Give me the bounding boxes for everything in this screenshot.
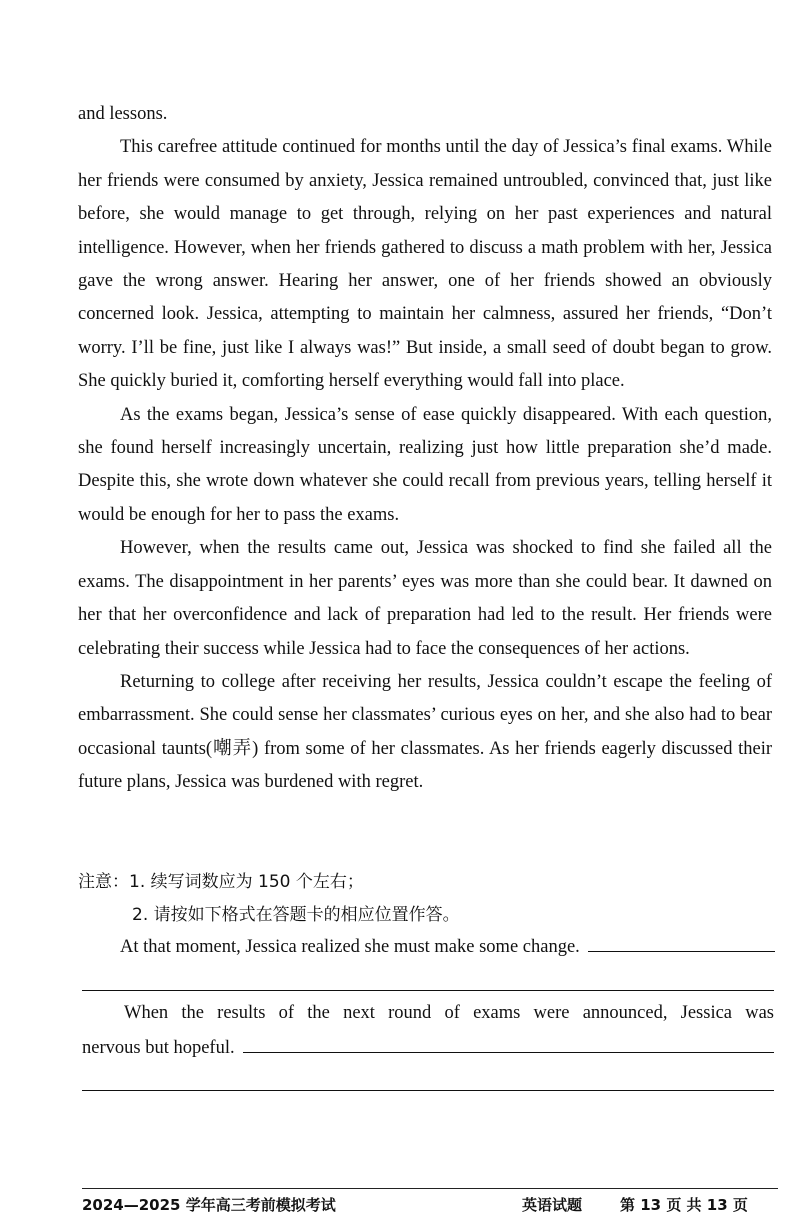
story-text [78,98,772,800]
prompt-2-text: When the results of the next round of exams were announced, Jessica was [124,1003,774,1023]
paragraph-final-exams: This carefree attitude continued for months until the day of Jessica’s final exams. While her friends were consumed by anxiety, Jessica remained untroubled, convinced that, just like before, she would manage to get through, relying on her past experiences and natural intelligence. However, when her friends gathered to discuss a math problem with her, Jessica gave the wrong answer. Hearing her answer, one of her friends showed an obviously concerned look. Jessica, attempting to maintain her calmness, assured her friends, “Don’t worry. I’ll be fine, just like I always was!” But inside, a small seed of doubt began to grow. She quickly buried it, comforting herself everything would fall into place. [78,137,772,392]
footer-exam-title: 2024—2025 学年高三考前模拟考试 [82,1196,336,1214]
paragraph-returning: Returning to college after receiving her results, Jessica couldn’t escape the feeling of embarrassment. She could sense her classmates’ curious eyes on her, and she also had to bear occasional taunts(嘲弄) from some of her classmates. As her friends eagerly discussed their future plans, Jessica was burdened with regret. [78,671,772,793]
note-line-format: 2. 请按如下格式在答题卡的相应位置作答。 [132,905,460,925]
prompt-2-line [82,1030,774,1065]
continuation-prompt-2 [82,997,774,1065]
answer-line-2[interactable] [82,1090,774,1091]
paragraph-results: However, when the results came out, Jessica was shocked to find she failed all the exams. The disappointment in her parents’ eyes was more than she could bear. It dawned on her that her overconfidence and lack of preparation had led to the result. Her friends were celebrating their success while Jessica had to face the consequences of her actions. [78,538,772,659]
prompt-2-text-end: nervous but hopeful. [82,1038,235,1058]
instructions-note [78,866,460,932]
continuation-prompt-1 [120,929,775,964]
footer-subject: 英语试题 [522,1196,583,1214]
answer-line-1[interactable] [82,990,774,991]
note-line-word-count: 注意：1. 续写词数应为 150 个左右； [78,872,364,892]
prompt-1-text: At that moment, Jessica realized she must make some change. [120,937,580,957]
footer-divider [82,1188,778,1189]
answer-blank-1[interactable] [588,929,775,952]
footer-page-number: 第 13 页 共 13 页 [620,1196,748,1214]
paragraph-continuation: and lessons. [78,104,168,124]
answer-blank-2[interactable] [243,1030,774,1053]
paragraph-exams-began: As the exams began, Jessica’s sense of ease quickly disappeared. With each question, she found herself increasingly uncertain, realizing just how little preparation she’d made. Despite this, she wrote down whatever she could recall from previous years, telling herself it would be enough for her to pass the exams. [78,404,772,525]
